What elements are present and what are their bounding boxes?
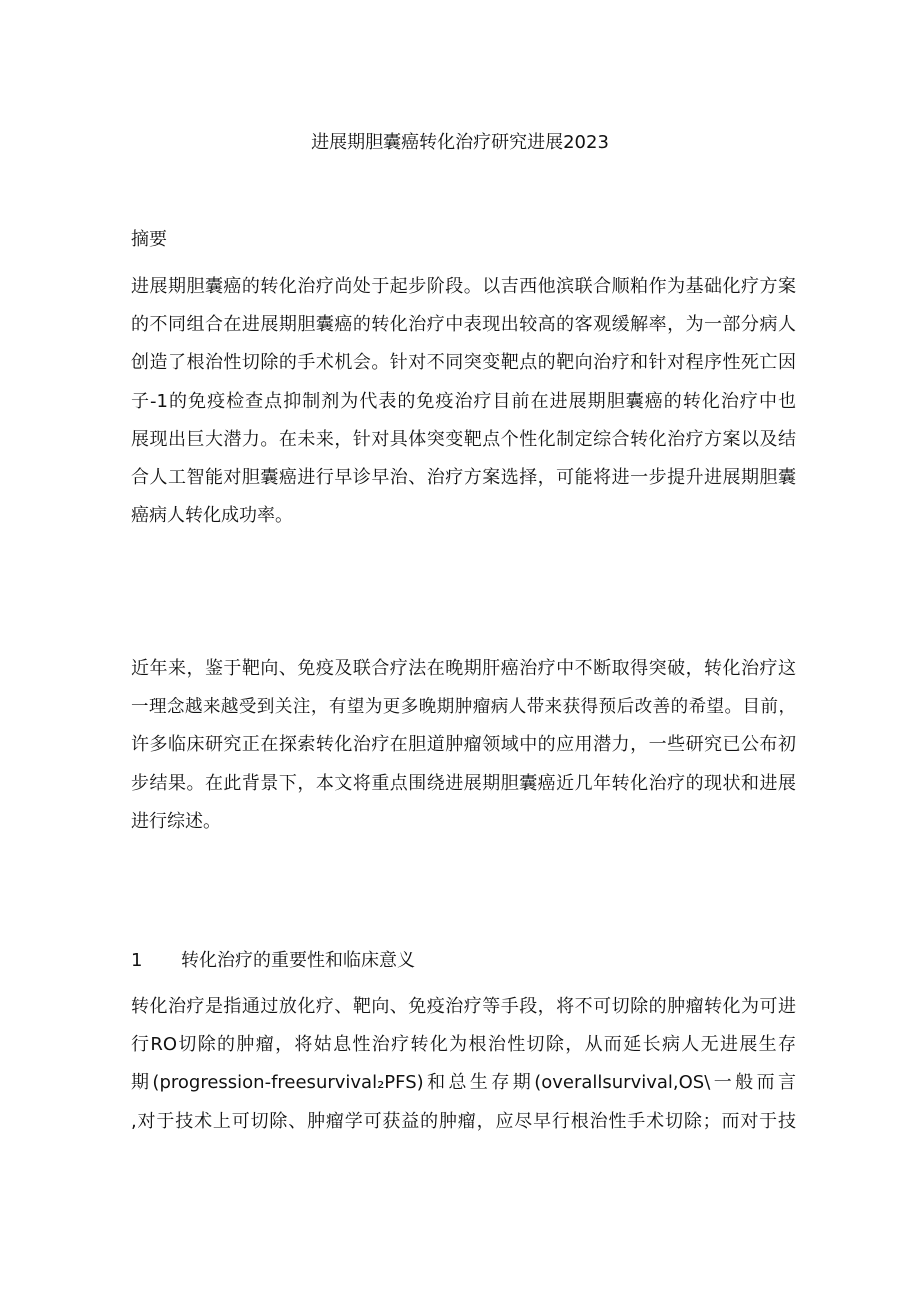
intro-paragraph — [131, 650, 796, 841]
intro-line: 近年来，鉴于靶向、免疫及联合疗法在晚期肝癌治疗中不断取得突破，转化治疗这 — [131, 658, 796, 679]
abstract-label: 摘要 — [131, 229, 167, 250]
abstract-line: 癌病人转化成功率。 — [131, 505, 293, 527]
abstract-line: 创造了根治性切除的手术机会。针对不同突变靶点的靶向治疗和针对程序性死亡因 — [131, 352, 796, 374]
abstract-line: 展现出巨大潜力。在未来，针对具体突变靶点个性化制定综合转化治疗方案以及结 — [131, 428, 796, 450]
section-1-line: 转化治疗是指通过放化疗、靶向、免疫治疗等手段，将不可切除的肿瘤转化为可进 — [131, 996, 796, 1017]
abstract-line: 合人工智能对胆囊癌进行早诊早治、治疗方案选择，可能将进一步提升进展期胆囊 — [131, 467, 796, 489]
document-title: 进展期胆囊癌转化治疗研究进展2023 — [311, 132, 609, 153]
abstract-line: 进展期胆囊癌的转化治疗尚处于起步阶段。以吉西他滨联合顺粕作为基础化疗方案 — [131, 276, 796, 297]
intro-line: 步结果。在此背景下，本文将重点围绕进展期胆囊癌近几年转化治疗的现状和进展 — [131, 772, 796, 794]
section-1-paragraph — [131, 988, 796, 1141]
section-1-heading — [131, 946, 415, 976]
intro-line: 许多临床研究正在探索转化治疗在胆道肿瘤领域中的应用潜力，一些研究已公布初 — [131, 734, 796, 756]
abstract-line: 子-1的免疫检查点抑制剂为代表的免疫治疗目前在进展期胆囊癌的转化治疗中也 — [131, 390, 796, 412]
section-1-line: 期(progression-freesurvival₂PFS)和总生存期(overallsurvival,OS\一般而言 — [131, 1072, 796, 1094]
intro-line: 进行综述。 — [131, 810, 221, 832]
abstract-line: 的不同组合在进展期胆囊癌的转化治疗中表现出较高的客观缓解率，为一部分病人 — [131, 314, 796, 336]
section-1-line: ,对于技术上可切除、肿瘤学可获益的肿瘤，应尽早行根治性手术切除；而对于技 — [131, 1110, 796, 1132]
intro-line: 一理念越来越受到关注，有望为更多晚期肿瘤病人带来获得预后改善的希望。目前， — [131, 697, 796, 718]
section-1-line: 行RO切除的肿瘤，将姑息性治疗转化为根治性切除，从而延长病人无进展生存 — [131, 1034, 796, 1056]
section-title: 转化治疗的重要性和临床意义 — [181, 950, 415, 971]
section-number: 1 — [131, 950, 143, 971]
abstract-paragraph — [131, 268, 796, 535]
